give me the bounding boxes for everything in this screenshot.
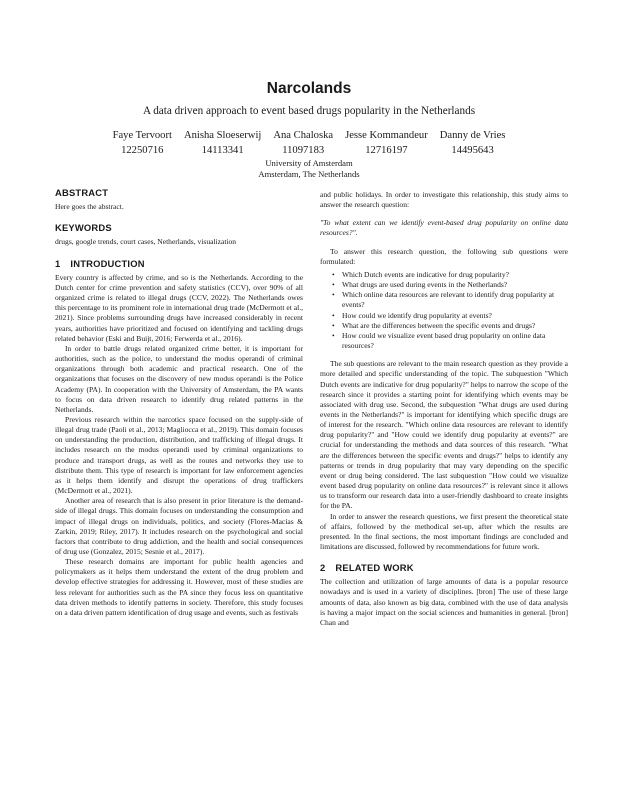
author-id: 12716197 (365, 145, 408, 156)
paragraph: In order to battle drugs related organized crime better, it is important for authorities, such as the police, to understand the modus operandi of criminal organizations through both academic and practical research. One of the organizations that focuses on the discovery of new modus operandi is the Police Academy (PA). In cooperation with the University of Amsterdam, the PA wants to focus on data driven research to identify drug related patterns in the Netherlands. (55, 343, 303, 414)
section-number: 1 (55, 257, 61, 269)
author (273, 128, 333, 158)
affiliation: University of Amsterdam (265, 158, 353, 168)
paragraph: The sub questions are relevant to the main research question as they provide a more detailed and specific understanding of the topic. The subquestion "Which Dutch events are indicative for drug popularity?" helps to narrow the scope of the research since it provides a starting point for identifying which events may be associated with drug use. Second, the subquestion "What drugs are used during events in the Netherlands?" is important for identifying which specific drugs are of interest for the research. "Which online data resources are relevant to identify drug popularity?" and "How could we identify drug popularity at events?" are crucial for understanding the methods and data sources of this research. "What are the differences between the specific events and drugs?" helps to identify any patterns or trends in drug popularity that may vary depending on the specific event or drug being considered. The last subquestion "How could we visualize event based drug popularity on online data resources?" is relevant since it allows us to transform our research data into a user-friendly dashboard to create insights for the PA. (320, 359, 568, 511)
paper-subtitle: A data driven approach to event based drugs popularity in the Netherlands (142, 105, 476, 117)
author-name: Faye Tervoort (112, 130, 172, 141)
affiliation-block (0, 158, 618, 180)
paragraph: Previous research within the narcotics space focused on the supply-side of illegal drug trade (Paoli et al., 2013; Magliocca et al., 2019). This domain focuses on understanding the production, distribution, and trafficking of illegal drugs. It includes research on the modus operandi used by criminal organizations to produce and transport drugs, as well as the routes and networks they use to distribute them. This type of research is important for law enforcement agencies as it helps them identify and disrupt the operations of drug traffickers (McDermott et al., 2021). (55, 414, 303, 496)
section-title: INTRODUCTION (70, 257, 145, 269)
author-name: Anisha Sloeserwij (183, 130, 262, 141)
author-id: 11097183 (282, 145, 325, 156)
list-item: • Which Dutch events are indicative for drug popularity? (342, 270, 568, 280)
section-title: RELATED WORK (335, 562, 414, 574)
list-item: • What drugs are used during events in the Netherlands? (342, 280, 568, 290)
paragraph: Every country is affected by crime, and so is the Netherlands. According to the Dutch center for crime prevention and safety statistics (CCV), over 90% of all organized crime is related to illegal drugs (CCV, 2022). The Netherlands owes this percentage to its prominent role in international drug trade (McDermott et al., 2021). Since problems surrounding drugs have increased considerably in recent years, authorities have prioritized and focused on identifying and tackling drugs related behavior (Eski and Buijt, 2016; Ferwerda et al., 2016). (55, 272, 303, 343)
paper-title: Narcolands (266, 80, 352, 97)
list-item: • How could we visualize event based drug popularity on online data resources? (342, 331, 568, 351)
section-number: 2 (320, 562, 326, 574)
section-heading-related-work (320, 563, 568, 573)
paragraph: The collection and utilization of large amounts of data is a popular resource nowadays and is used in a variety of disciplines. [bron] The use of these large amounts of data, also known as big data, combined with the use of data analysis is having a major impact on the social sciences and humanities in general. [bron] Chan and (320, 577, 568, 627)
author (113, 128, 172, 158)
keywords-heading: KEYWORDS (55, 222, 112, 234)
author-id: 14113341 (201, 145, 244, 156)
list-item: • What are the differences between the specific events and drugs? (342, 321, 568, 331)
author (440, 128, 506, 158)
location: Amsterdam, The Netherlands (258, 169, 360, 179)
paragraph: Another area of research that is also present in prior literature is the demand-side of illegal drugs. This domain focuses on understanding the consumption and impact of illegal drugs on individuals, politics, and society (Flores-Macías & Zarkin, 2019; Riley, 2017). It includes research on the psychological and social factors that contribute to drug addiction, and the health and social consequences of drug use (Gonzalez, 2015; Sesnie et al., 2017). (55, 496, 303, 556)
keywords-text: drugs, google trends, court cases, Netherlands, visualization (55, 237, 237, 247)
author (345, 128, 428, 158)
paragraph: These research domains are important for public health agencies and policymakers as it helps them understand the extent of the drug problem and develop effective strategies for addressing it. However, most of these studies are less relevant for authorities such as the PA since they focus less on quantitative data driven methods to identify patterns in society. Therefore, this study focuses on a data driven pattern identification of drug usage and events, such as festivals (55, 557, 303, 617)
abstract-heading: ABSTRACT (55, 187, 109, 198)
author-list (0, 128, 618, 158)
list-item: • Which online data resources are relevant to identify drug popularity at events? (342, 290, 568, 310)
author-id: 14495643 (451, 145, 494, 156)
paragraph: To answer this research question, the following sub questions were formulated: (320, 246, 568, 266)
sub-question-list (320, 270, 568, 351)
author-name: Jesse Kommandeur (345, 130, 428, 141)
list-item: • How could we identify drug popularity at events? (342, 311, 568, 321)
paragraph: and public holidays. In order to investigate this relationship, this study aims to answer the research question: (320, 190, 568, 210)
author-name: Ana Chaloska (273, 130, 334, 141)
author-name: Danny de Vries (439, 130, 506, 141)
paragraph: In order to answer the research questions, we first present the theoretical state of affairs, followed by the methodical set-up, after which the results are presented. In the final sections, the most important findings are concluded and limitations are discussed, followed by recommendations for future work. (320, 511, 568, 551)
author-id: 12250716 (121, 145, 164, 156)
left-column (55, 188, 303, 618)
right-column (320, 190, 568, 628)
author (184, 128, 261, 158)
abstract-text: Here goes the abstract. (55, 202, 124, 212)
research-question: "To what extent can we identify event-based drug popularity on online data resources?". (320, 218, 568, 238)
section-heading-introduction (55, 259, 303, 269)
